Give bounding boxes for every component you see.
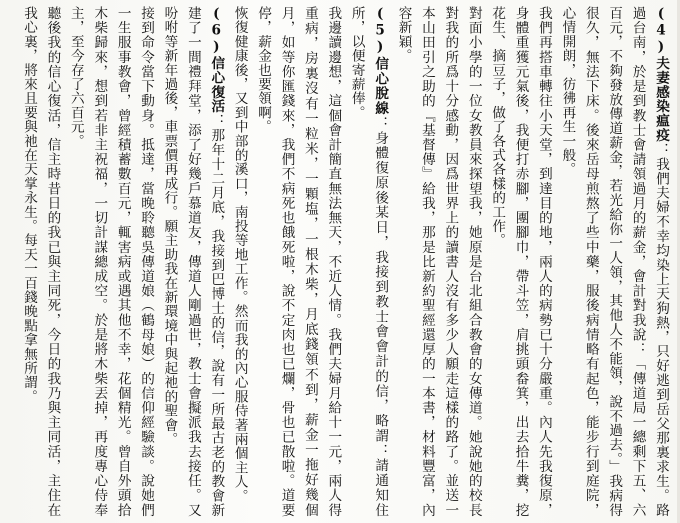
section-body-4b: 我們再搭車轉往小天堂，到達目的地，兩人的病勢已十分嚴重。內人先我復原，身體重獲元氣後，我便打赤腳，團腳巾，帶斗笠，肩挑頭畚箕，出去拾牛糞，挖花生、摘豆子，做了各式各樣的工作。 <box>489 6 552 517</box>
section-body-6b: 接到命令當下動身。抵達，當晚聆聽吳傳道娘（鶴母娘）的信仰經驗談。說她們一生服事教會，曾經積蓄數百元，輒害病或遇其他不幸，花個精光。曾自外頭拾木柴歸來，想到若非主祝福，一切計謀總成空。於是將木柴丟掉，再度專心侍奉主，至今存了六百元。 <box>67 6 155 517</box>
section-body-4c: 對面小學的一位女教員來探望我，她原是台北組合教會的女傳道。她說她的校長對我的所爲十分感動，因爲世界上的讀書人沒有多少人願走這樣的路了。並送一本山田引之助的『基督傳』給我，那是比新約聖經還厚的一本書，材料豐富，內容新穎。 <box>395 6 482 517</box>
section-body-4: ：我們夫婦不幸均染上天狗熱，只好逃到岳父那裏求生。路過台南，於是到教士會請領過月的薪金，會計對我說：「傳道局一總剩下五、六百元，不夠發放傳道薪金，若光給你一人領，其他人不能領，說不過去。」我病得很久，無法下床。後來岳母煎熬了些中藥，服後病情略有起色，能步行到庭院，心情開朗，彷彿再生一般。 <box>559 6 669 517</box>
section-body-6: ：那年十二月底，我接到巴博士的信，說有一所最古老的教會新建了一間禮拜堂，添了好幾戶慕道友，傳道人剛過世，教士會擬派我去接任。又吩咐等新年過後，車票價再成行。願主助我在新環境中與起祂的聖會。 <box>161 6 225 517</box>
paragraph-conclusion <box>17 6 64 517</box>
paragraph-recovery-work <box>485 6 555 517</box>
section-heading-6: (6)信心復活 <box>208 6 225 114</box>
paragraph-illness <box>555 6 672 517</box>
paragraph-two-masters <box>227 6 250 517</box>
paragraph-teacher-visit <box>391 6 485 517</box>
section-body-6c: 聽後我的信心復活，信主時昔日的我已與主同死，今日的我乃與主同活，主住在我心裏，將來且要與祂在天掌永生。每天一百錢晚點拿無所謂。 <box>21 6 61 517</box>
section-body-5: ：身體復原後某日，我接到教士會會計的信，略謂：請通知住所，以便寄薪俸。 <box>348 6 389 517</box>
vertical-text-block <box>6 6 672 517</box>
paragraph-faith-derail <box>344 6 391 517</box>
section-heading-4: (4)夫妻感染瘟疫 <box>653 6 669 143</box>
paragraph-faith-revived <box>157 6 227 517</box>
section-body-5c: 恢復健康後，又到中部的溪口，南投等地工作。然而我的內心服侍著兩個主人。 <box>231 6 248 503</box>
paragraph-testimony <box>63 6 157 517</box>
section-body-5b: 我邊讀邊想，這個會計簡直無法無天，不近人情。我們夫婦月給十一元，兩人得重病，房裏沒有一粒米，一顆塩，一根木柴，月底錢領不到，薪金一拖好幾個月，如等你匯錢來，我們不病死也餓死啦，說不定肉也已爛，骨也已散啦。道要停，薪金也要領啊。 <box>255 6 342 517</box>
paragraph-salary-complaint <box>251 6 345 517</box>
section-heading-5: (5)信心脫線 <box>372 6 389 116</box>
